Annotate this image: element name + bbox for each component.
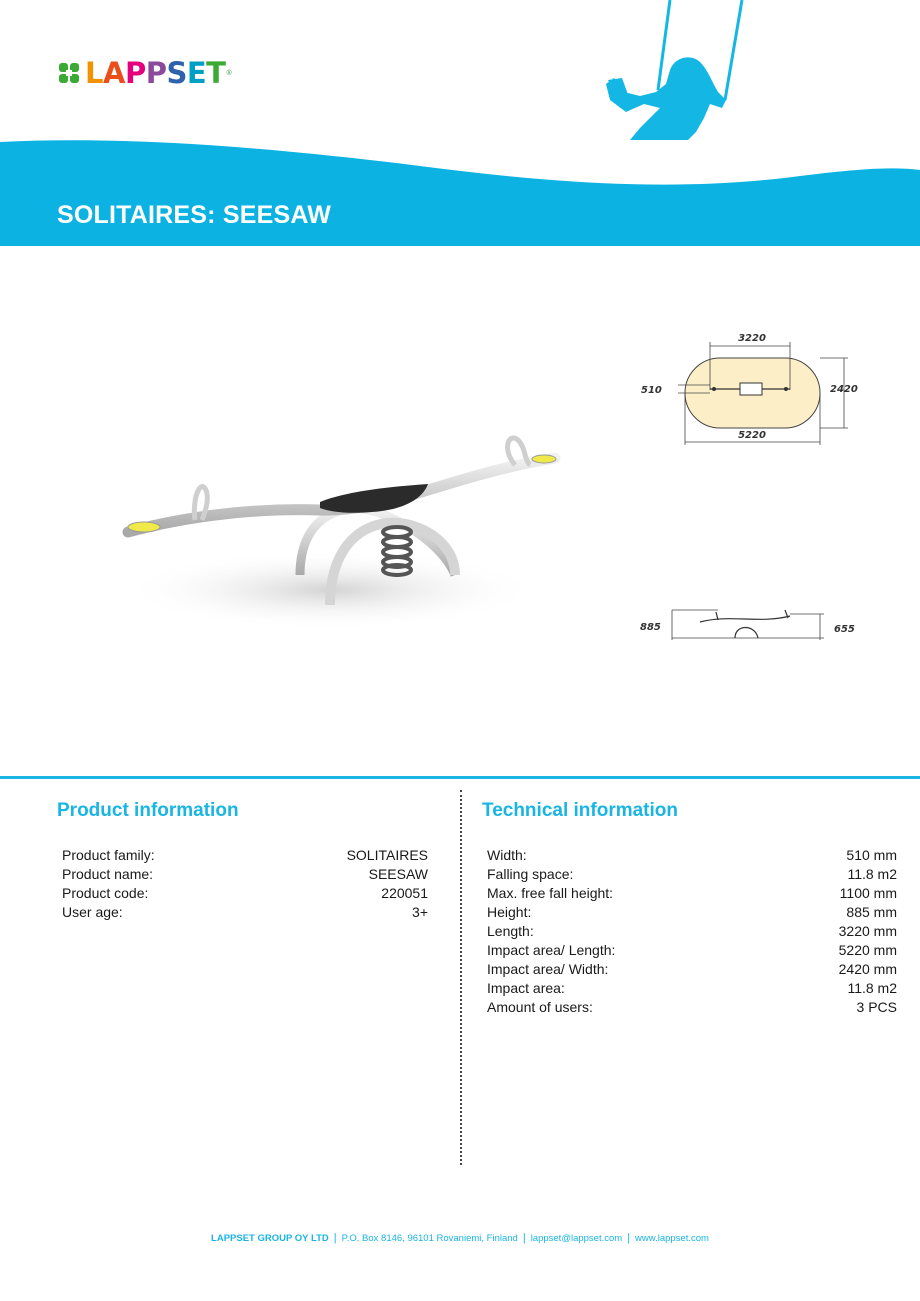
side-left-height-label: 885	[640, 622, 661, 633]
seesaw-seat	[320, 484, 428, 513]
top-length-label: 3220	[738, 333, 766, 344]
technical-info-value: 11.8 m2	[847, 866, 897, 882]
logo-letter: E	[186, 56, 207, 90]
footer	[0, 1232, 920, 1244]
technical-info-value: 510 mm	[846, 847, 897, 863]
technical-info-label: Amount of users:	[487, 999, 593, 1015]
left-footrest	[128, 522, 160, 532]
logo-letter: P	[145, 56, 167, 90]
footer-separator: |	[522, 1232, 526, 1244]
technical-info-value: 1100 mm	[839, 885, 897, 901]
technical-info-label: Falling space:	[487, 866, 574, 882]
logo-letter: P	[124, 56, 146, 90]
technical-information-table	[487, 846, 897, 1017]
product-info-label: Product name:	[62, 866, 154, 882]
logo-letter: T	[206, 56, 226, 90]
column-divider	[460, 790, 462, 1165]
footer-website-link[interactable]: www.lappset.com	[635, 1233, 709, 1244]
technical-info-label: Impact area/ Length:	[487, 942, 616, 958]
technical-info-row	[487, 979, 897, 998]
technical-info-row	[487, 846, 897, 865]
swing-child-illustration	[600, 0, 760, 142]
lappset-logo[interactable]	[57, 58, 232, 88]
product-info-row	[62, 903, 428, 922]
technical-info-label: Impact area/ Width:	[487, 961, 609, 977]
technical-info-value: 2420 mm	[838, 961, 897, 977]
side-dimension-lines	[672, 610, 824, 640]
technical-info-value: 885 mm	[846, 904, 897, 920]
footer-address: P.O. Box 8146, 96101 Rovaniemi, Finland	[341, 1233, 518, 1244]
product-info-row	[62, 884, 428, 903]
product-info-value: 3+	[412, 904, 428, 920]
right-footrest	[532, 455, 556, 463]
area-length-label: 5220	[738, 430, 766, 441]
seesaw-spring	[383, 527, 411, 575]
product-info-value: 220051	[381, 885, 428, 901]
product-info-label: User age:	[62, 904, 123, 920]
product-info-value: SOLITAIRES	[346, 847, 428, 863]
product-information-heading: Product information	[57, 800, 239, 821]
seesaw-beam	[128, 458, 555, 532]
technical-info-row	[487, 922, 897, 941]
top-width-label: 510	[641, 385, 662, 396]
lappset-wordmark	[85, 58, 225, 88]
logo-letter: A	[102, 56, 125, 90]
technical-info-label: Impact area:	[487, 980, 565, 996]
area-width-label: 2420	[830, 384, 858, 395]
technical-info-value: 3 PCS	[856, 999, 897, 1015]
side-view-dimension-drawing	[630, 600, 870, 650]
technical-info-row	[487, 998, 897, 1017]
technical-info-label: Width:	[487, 847, 527, 863]
footer-separator: |	[627, 1232, 631, 1244]
registered-mark: ®	[226, 69, 232, 77]
product-info-row	[62, 865, 428, 884]
technical-info-row	[487, 884, 897, 903]
technical-info-label: Length:	[487, 923, 534, 939]
footer-company: LAPPSET GROUP OY LTD	[211, 1233, 329, 1244]
top-view-dimension-drawing	[630, 325, 870, 450]
technical-info-value: 5220 mm	[838, 942, 897, 958]
seesaw-product-image	[110, 420, 580, 640]
logo-letter: S	[166, 56, 187, 90]
technical-info-value: 3220 mm	[838, 923, 897, 939]
technical-info-row	[487, 960, 897, 979]
technical-info-label: Height:	[487, 904, 532, 920]
footer-email-link[interactable]: lappset@lappset.com	[530, 1233, 623, 1244]
technical-info-row	[487, 903, 897, 922]
product-info-label: Product code:	[62, 885, 149, 901]
side-right-height-label: 655	[834, 624, 855, 635]
product-information-table	[62, 846, 428, 922]
technical-info-row	[487, 941, 897, 960]
technical-information-heading: Technical information	[482, 800, 679, 821]
product-info-row	[62, 846, 428, 865]
section-divider	[0, 776, 920, 779]
technical-info-label: Max. free fall height:	[487, 885, 614, 901]
clover-logo-icon	[57, 61, 81, 85]
footer-separator: |	[333, 1232, 337, 1244]
logo-letter: L	[85, 56, 103, 90]
technical-info-row	[487, 865, 897, 884]
product-info-label: Product family:	[62, 847, 155, 863]
product-info-value: SEESAW	[368, 866, 428, 882]
technical-info-value: 11.8 m2	[847, 980, 897, 996]
page-title: SOLITAIRES: SEESAW	[57, 201, 331, 229]
seesaw-side-outline	[700, 610, 790, 638]
